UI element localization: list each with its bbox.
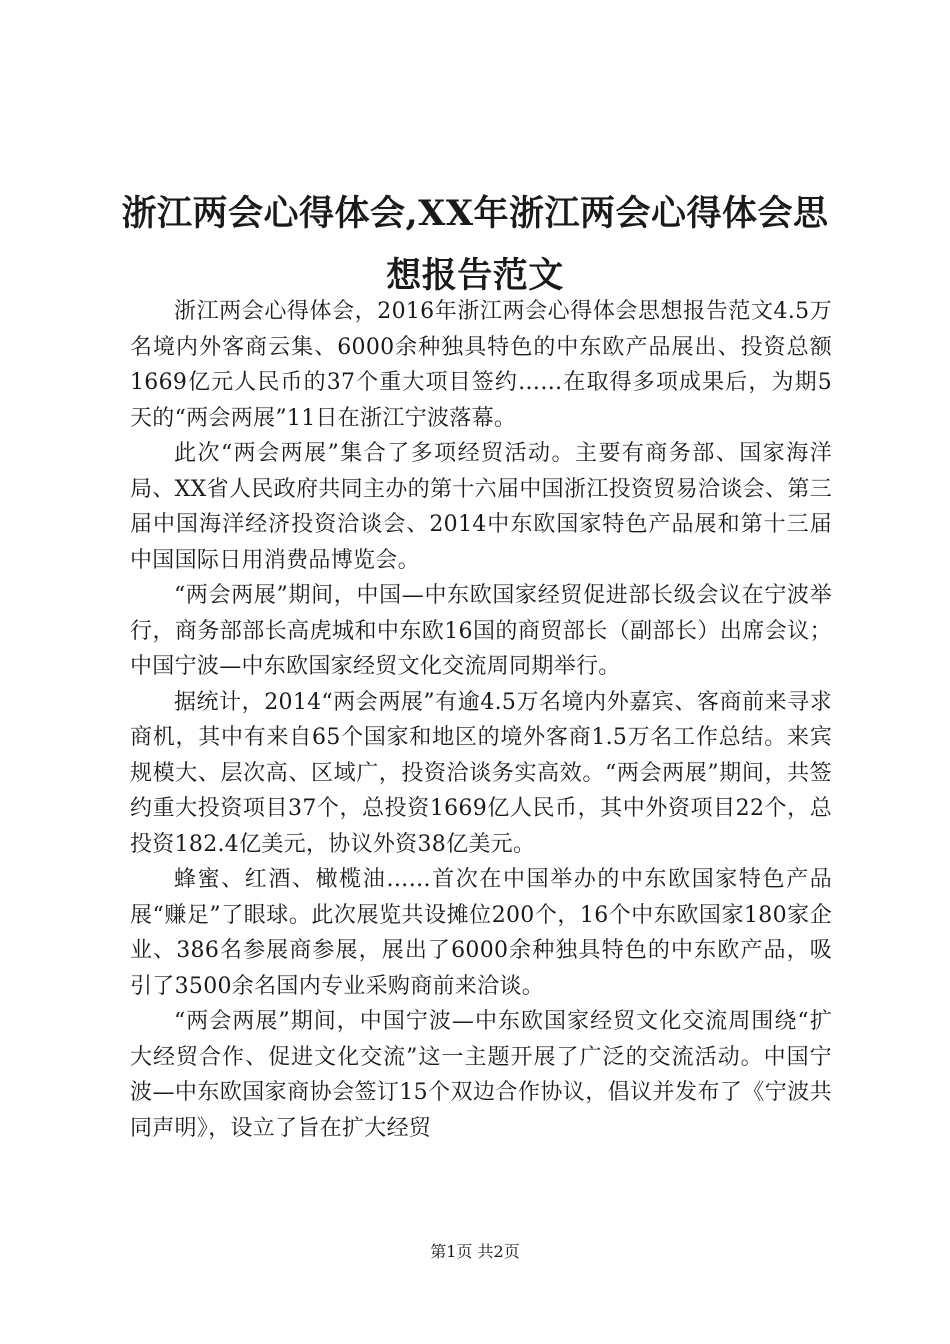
paragraph-2: 此次“两会两展”集合了多项经贸活动。主要有商务部、国家海洋局、XX省人民政府共同主办的第十六届中国浙江投资贸易洽谈会、第三届中国海洋经济投资洽谈会、2014中东欧国家特色产品展和第十三届中国国际日用消费品博览会。 bbox=[130, 441, 832, 573]
paragraph-1: 浙江两会心得体会，2016年浙江两会心得体会思想报告范文4.5万名境内外客商云集、6000余种独具特色的中东欧产品展出、投资总额1669亿元人民币的37个重大项目签约……在取得多项成果后，为期5天的“两会两展”11日在浙江宁波落幕。 bbox=[130, 299, 832, 431]
paragraph-4: 据统计，2014“两会两展”有逾4.5万名境内外嘉宾、客商前来寻求商机，其中有来自65个国家和地区的境外客商1.5万名工作总结。来宾规模大、层次高、区域广，投资洽谈务实高效。“两会两展”期间，共签约重大投资项目37个，总投资1669亿人民币，其中外资项目22个，总投资182.4亿美元，协议外资38亿美元。 bbox=[130, 689, 832, 857]
document-body bbox=[130, 294, 832, 1146]
paragraph-5: 蜂蜜、红酒、橄榄油……首次在中国举办的中东欧国家特色产品展“赚足”了眼球。此次展览共设摊位200个，16个中东欧国家180家企业、386名参展商参展，展出了6000余种独具特色的中东欧产品，吸引了3500余名国内专业采购商前来洽谈。 bbox=[130, 867, 832, 999]
document-title: 浙江两会心得体会,XX年浙江两会心得体会思想报告范文 bbox=[121, 193, 829, 296]
paragraph-6: “两会两展”期间，中国宁波—中东欧国家经贸文化交流周围绕“扩大经贸合作、促进文化交流”这一主题开展了广泛的交流活动。中国宁波—中东欧国家商协会签订15个双边合作协议，倡议并发布了《宁波共同声明》，设立了旨在扩大经贸 bbox=[130, 1009, 832, 1141]
page-footer: 第1页 共2页 bbox=[430, 1242, 520, 1261]
paragraph-3: “两会两展”期间，中国—中东欧国家经贸促进部长级会议在宁波举行，商务部部长高虎城和中东欧16国的商贸部长（副部长）出席会议；中国宁波—中东欧国家经贸文化交流周同期举行。 bbox=[130, 583, 832, 679]
